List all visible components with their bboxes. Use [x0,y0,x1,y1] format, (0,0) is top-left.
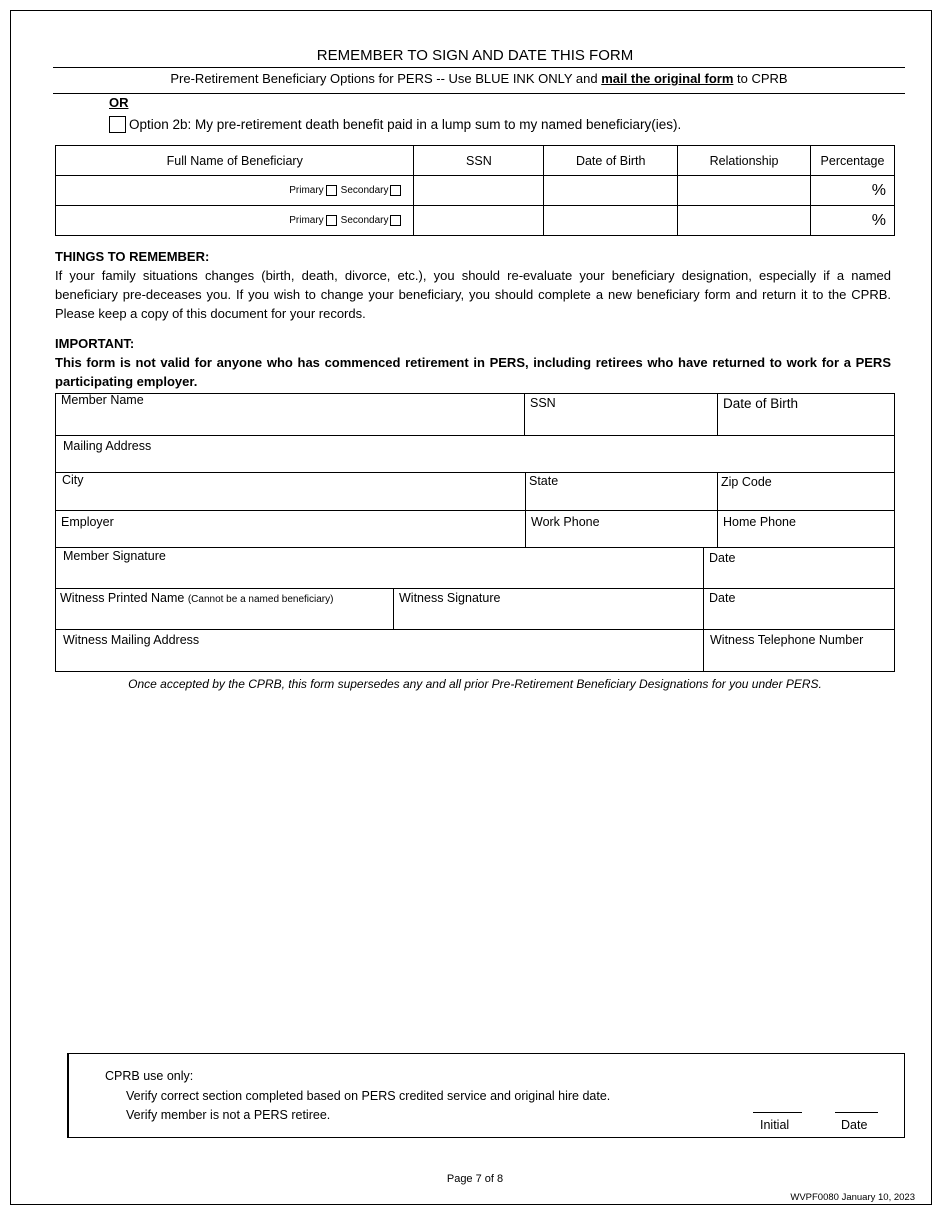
header-percentage: Percentage [811,146,895,176]
header-dob: Date of Birth [544,146,678,176]
subtitle-text-end: to CPRB [733,71,788,86]
subtitle-emphasis: mail the original form [601,71,734,86]
member-dob-label: Date of Birth [723,396,799,411]
member-ssn-label: SSN [530,396,556,410]
primary-checkbox[interactable] [326,185,337,196]
form-subtitle [53,71,905,86]
city-label: City [62,473,84,487]
initial-label: Initial [760,1118,790,1132]
witness-mailing-address-label: Witness Mailing Address [63,633,200,647]
secondary-checkbox[interactable] [390,215,401,226]
work-phone-label: Work Phone [531,515,600,529]
beneficiary-ssn-cell[interactable] [414,206,544,236]
member-signature-label: Member Signature [63,549,166,563]
subtitle-divider [53,93,905,94]
beneficiary-ssn-cell[interactable] [414,176,544,206]
witness-printed-name-label [60,591,333,605]
or-label: OR [109,95,129,110]
state-label: State [529,474,559,488]
cprb-heading: CPRB use only: [105,1069,194,1083]
percent-symbol: % [871,181,886,199]
important-text: This form is not valid for anyone who has commenced retirement in PERS, including retirees who have returned to work for a PERS participating employer. [55,355,891,389]
form-title: REMEMBER TO SIGN AND DATE THIS FORM [316,47,634,64]
remember-text: If your family situations changes (birth, death, divorce, etc.), you should re-evaluate your beneficiary designation, especially if a named beneficiary pre-deceases you. If you wish to change your beneficiary, you should complete a new beneficiary form and return it to the CPRB. Please keep a copy of this document for your records. [55,268,891,321]
header-full-name: Full Name of Beneficiary [56,146,414,176]
witness-date-label: Date [709,591,736,605]
percent-symbol: % [871,211,886,229]
zip-label: Zip Code [721,475,772,489]
date-signature-line[interactable] [835,1112,878,1113]
beneficiary-name-cell[interactable] [56,206,414,236]
option-2b-label: Option 2b: My pre-retirement death benefit paid in a lump sum to my named beneficiary(ies). [129,117,682,132]
cprb-line-2: Verify member is not a PERS retiree. [126,1108,331,1122]
witness-printed-name-note: (Cannot be a named beneficiary) [187,594,334,605]
beneficiary-percentage-cell[interactable] [811,176,895,206]
beneficiary-table [55,145,895,236]
beneficiary-dob-cell[interactable] [544,206,678,236]
beneficiary-header-row [56,146,895,176]
beneficiary-row [56,176,895,206]
mailing-address-label: Mailing Address [63,439,152,453]
secondary-label: Secondary [340,215,389,227]
header-relationship: Relationship [678,146,811,176]
mailing-address-field[interactable] [55,435,895,473]
secondary-checkbox[interactable] [390,185,401,196]
beneficiary-dob-cell[interactable] [544,176,678,206]
employer-field[interactable] [55,510,526,548]
beneficiary-relationship-cell[interactable] [678,176,811,206]
remember-heading: THINGS TO REMEMBER: [55,249,210,264]
beneficiary-relationship-cell[interactable] [678,206,811,236]
cprb-line-1: Verify correct section completed based on PERS credited service and original hire date. [126,1089,611,1103]
city-field[interactable] [55,472,526,511]
cprb-use-only-box [67,1053,905,1138]
header-ssn: SSN [414,146,544,176]
primary-label: Primary [289,185,324,197]
beneficiary-name-cell[interactable] [56,176,414,206]
initial-signature-line[interactable] [753,1112,802,1113]
primary-checkbox[interactable] [326,215,337,226]
page-number: Page 7 of 8 [446,1173,504,1185]
member-signature-date-label: Date [709,551,736,565]
primary-label: Primary [289,215,324,227]
witness-phone-label: Witness Telephone Number [710,633,864,647]
option-2b [109,116,681,133]
important-heading: IMPORTANT: [55,336,135,351]
title-divider [53,67,905,68]
supersede-note: Once accepted by the CPRB, this form supersedes any and all prior Pre-Retirement Beneficiary Designations for you under PERS. [128,677,822,691]
witness-signature-label: Witness Signature [399,591,501,605]
secondary-label: Secondary [340,185,389,197]
employer-label: Employer [61,515,114,529]
member-name-label: Member Name [61,393,144,407]
witness-printed-name-text: Witness Printed Name [60,591,188,605]
home-phone-label: Home Phone [723,515,796,529]
form-code: WVPF0080 January 10, 2023 [790,1192,915,1203]
beneficiary-row [56,206,895,236]
option-2b-checkbox[interactable] [109,116,126,133]
beneficiary-percentage-cell[interactable] [811,206,895,236]
subtitle-text: Pre-Retirement Beneficiary Options for PERS -- Use BLUE INK ONLY and [170,71,602,86]
cprb-date-label: Date [841,1118,868,1132]
